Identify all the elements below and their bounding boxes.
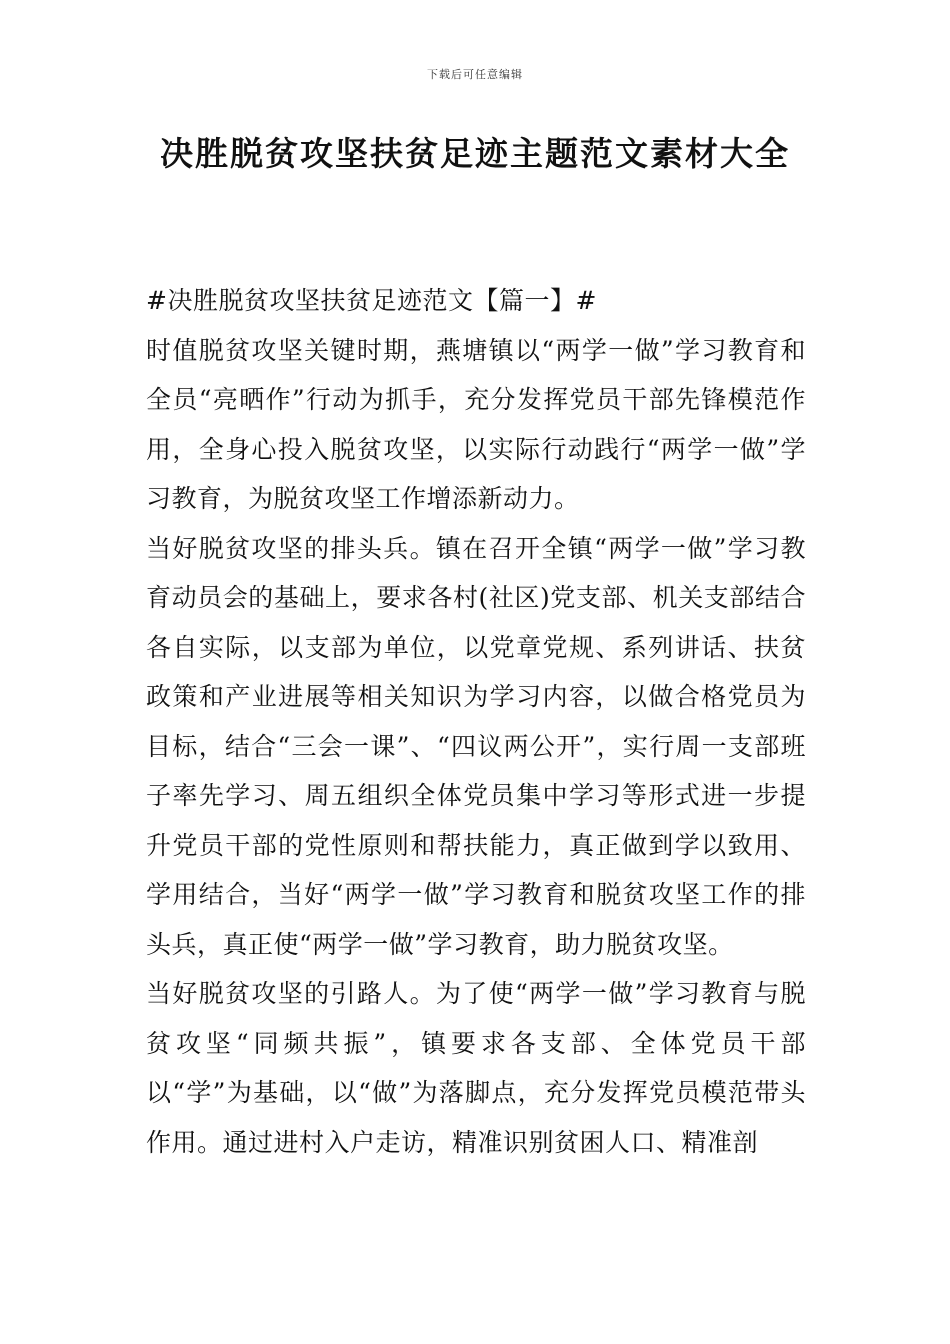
section-heading: #决胜脱贫攻坚扶贫足迹范文【篇一】#: [146, 286, 597, 315]
header-note: 下载后可任意编辑: [427, 68, 523, 81]
paragraph-1: 时值脱贫攻坚关键时期，燕塘镇以“两学一做”学习教育和全员“亮晒作”行动为抓手，充分发挥党员干部先锋模范作用，全身心投入脱贫攻坚，以实际行动践行“两学一做”学习教育，为脱贫攻坚工作增添新动力。: [146, 335, 806, 513]
paragraph-3: 当好脱贫攻坚的引路人。为了使“两学一做”学习教育与脱贫攻坚“同频共振”，镇要求各支部、全体党员干部以“学”为基础，以“做”为落脚点，充分发挥党员模范带头作用。通过进村入户走访，精准识别贫困人口、精准剖: [146, 979, 806, 1157]
document-body: [146, 276, 806, 1167]
document-title: 决胜脱贫攻坚扶贫足迹主题范文素材大全: [160, 134, 790, 173]
paragraph-2: 当好脱贫攻坚的排头兵。镇在召开全镇“两学一做”学习教育动员会的基础上，要求各村(社区)党支部、机关支部结合各自实际，以支部为单位，以党章党规、系列讲话、扶贫政策和产业进展等相关知识为学习内容，以做合格党员为目标，结合“三会一课”、“四议两公开”，实行周一支部班子率先学习、周五组织全体党员集中学习等形式进一步提升党员干部的党性原则和帮扶能力，真正做到学以致用、学用结合，当好“两学一做”学习教育和脱贫攻坚工作的排头兵，真正使“两学一做”学习教育，助力脱贫攻坚。: [146, 533, 806, 959]
